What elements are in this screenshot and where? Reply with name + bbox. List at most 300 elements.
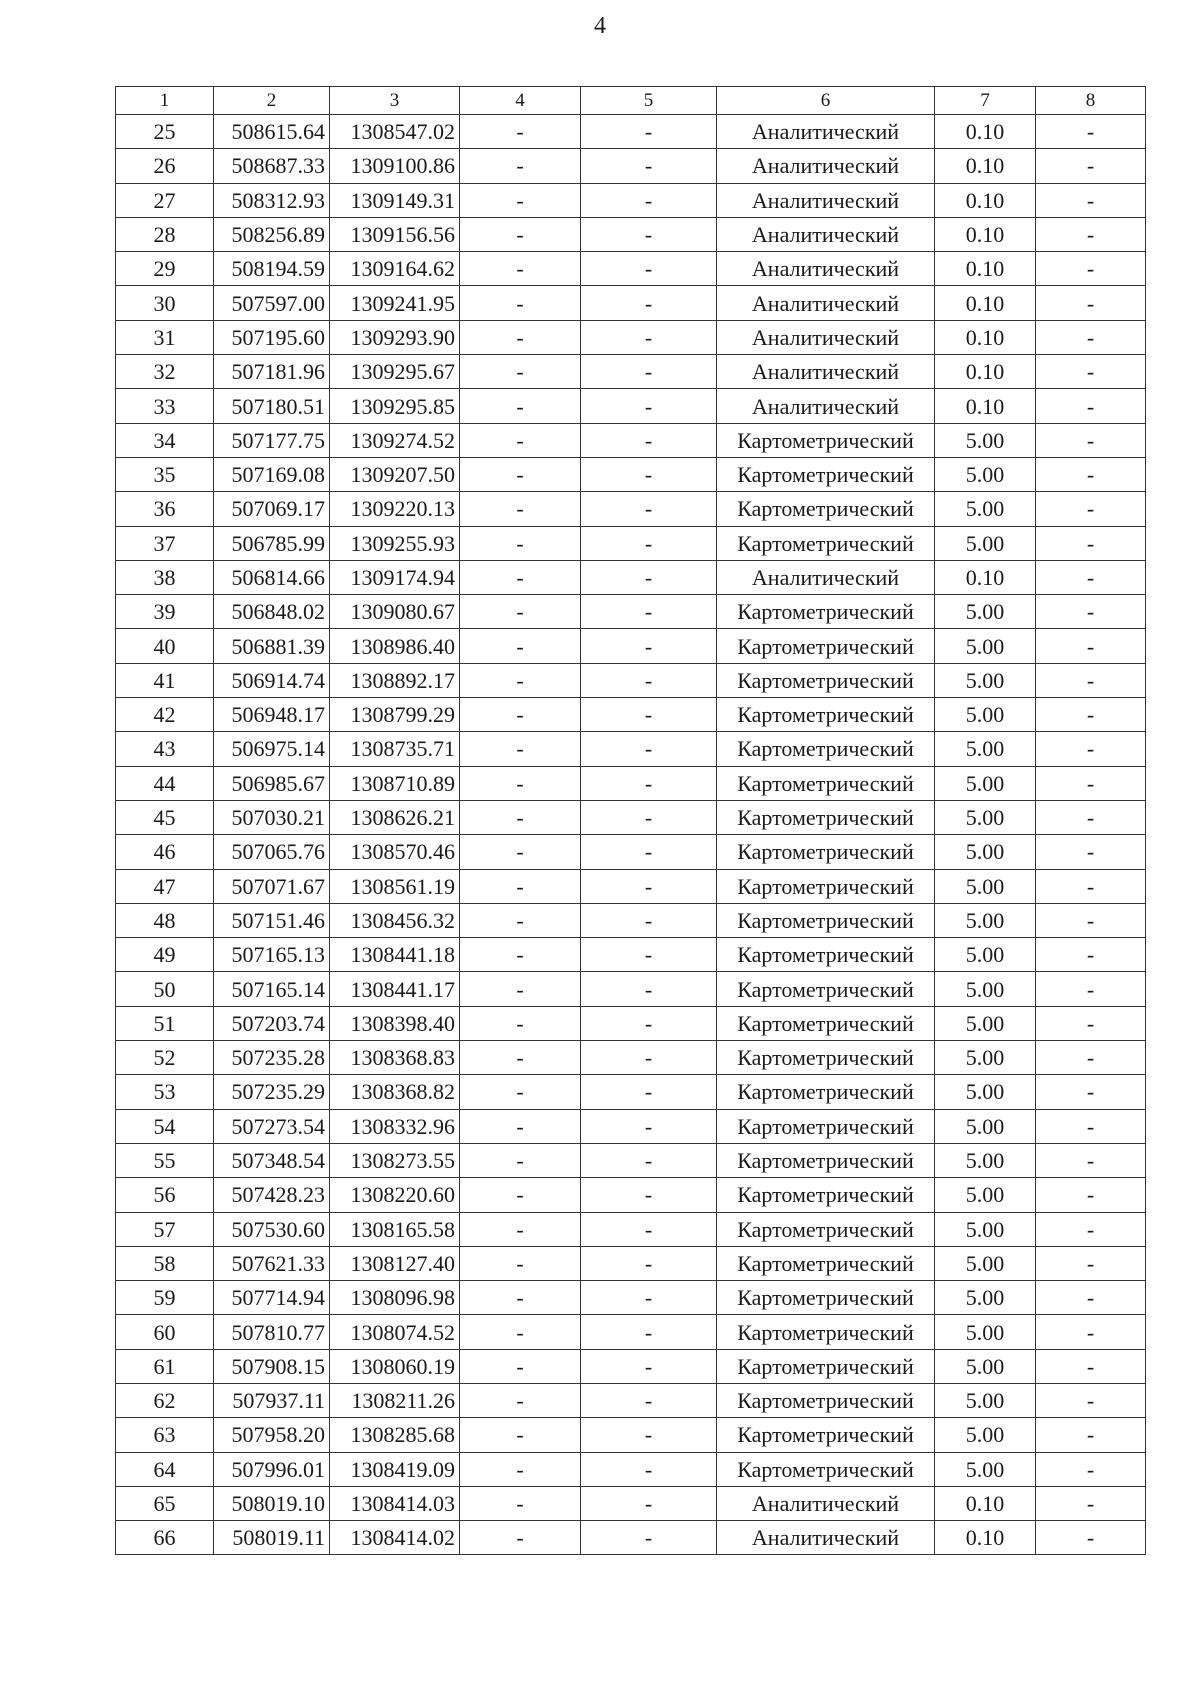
table-row <box>116 1418 1146 1452</box>
column-4-cell: - <box>460 286 581 320</box>
accuracy-cell: 5.00 <box>935 1452 1036 1486</box>
table-row <box>116 457 1146 491</box>
table-row <box>116 286 1146 320</box>
y-coordinate-cell: 1309241.95 <box>330 286 460 320</box>
x-coordinate-cell: 507030.21 <box>214 800 330 834</box>
accuracy-cell: 5.00 <box>935 938 1036 972</box>
point-number-cell: 58 <box>116 1246 214 1280</box>
column-5-cell: - <box>581 389 717 423</box>
method-cell: Картометрический <box>717 457 935 491</box>
column-5-cell: - <box>581 252 717 286</box>
column-5-cell: - <box>581 698 717 732</box>
y-coordinate-cell: 1308398.40 <box>330 1006 460 1040</box>
column-4-cell: - <box>460 1006 581 1040</box>
method-cell: Картометрический <box>717 1383 935 1417</box>
point-number-cell: 40 <box>116 629 214 663</box>
accuracy-cell: 0.10 <box>935 217 1036 251</box>
method-cell: Картометрический <box>717 1006 935 1040</box>
accuracy-cell: 5.00 <box>935 526 1036 560</box>
y-coordinate-cell: 1308414.03 <box>330 1486 460 1520</box>
x-coordinate-cell: 507348.54 <box>214 1143 330 1177</box>
column-4-cell: - <box>460 629 581 663</box>
table-row <box>116 526 1146 560</box>
column-4-cell: - <box>460 938 581 972</box>
table-row <box>116 938 1146 972</box>
column-8-cell: - <box>1036 526 1146 560</box>
accuracy-cell: 5.00 <box>935 1212 1036 1246</box>
y-coordinate-cell: 1308220.60 <box>330 1178 460 1212</box>
method-cell: Картометрический <box>717 1281 935 1315</box>
accuracy-cell: 5.00 <box>935 869 1036 903</box>
table-row <box>116 355 1146 389</box>
method-cell: Картометрический <box>717 1315 935 1349</box>
x-coordinate-cell: 508019.11 <box>214 1521 330 1555</box>
table-row <box>116 149 1146 183</box>
x-coordinate-cell: 507273.54 <box>214 1109 330 1143</box>
column-header-5: 5 <box>581 87 717 115</box>
x-coordinate-cell: 508194.59 <box>214 252 330 286</box>
column-4-cell: - <box>460 1281 581 1315</box>
y-coordinate-cell: 1308368.83 <box>330 1041 460 1075</box>
column-8-cell: - <box>1036 115 1146 149</box>
y-coordinate-cell: 1308456.32 <box>330 903 460 937</box>
column-4-cell: - <box>460 1178 581 1212</box>
accuracy-cell: 5.00 <box>935 972 1036 1006</box>
accuracy-cell: 5.00 <box>935 1418 1036 1452</box>
method-cell: Картометрический <box>717 972 935 1006</box>
x-coordinate-cell: 506985.67 <box>214 766 330 800</box>
column-5-cell: - <box>581 457 717 491</box>
column-8-cell: - <box>1036 1109 1146 1143</box>
x-coordinate-cell: 507180.51 <box>214 389 330 423</box>
column-5-cell: - <box>581 663 717 697</box>
y-coordinate-cell: 1308368.82 <box>330 1075 460 1109</box>
point-number-cell: 45 <box>116 800 214 834</box>
column-8-cell: - <box>1036 1383 1146 1417</box>
accuracy-cell: 5.00 <box>935 457 1036 491</box>
coordinates-table <box>115 86 1146 1555</box>
column-8-cell: - <box>1036 286 1146 320</box>
table-row <box>116 492 1146 526</box>
accuracy-cell: 0.10 <box>935 389 1036 423</box>
column-5-cell: - <box>581 1075 717 1109</box>
accuracy-cell: 5.00 <box>935 766 1036 800</box>
x-coordinate-cell: 507810.77 <box>214 1315 330 1349</box>
x-coordinate-cell: 507908.15 <box>214 1349 330 1383</box>
column-4-cell: - <box>460 423 581 457</box>
header-row <box>116 87 1146 115</box>
column-5-cell: - <box>581 1349 717 1383</box>
table-row <box>116 1486 1146 1520</box>
point-number-cell: 33 <box>116 389 214 423</box>
column-4-cell: - <box>460 1418 581 1452</box>
method-cell: Картометрический <box>717 766 935 800</box>
table-row <box>116 1521 1146 1555</box>
accuracy-cell: 5.00 <box>935 903 1036 937</box>
accuracy-cell: 5.00 <box>935 492 1036 526</box>
point-number-cell: 52 <box>116 1041 214 1075</box>
table-row <box>116 835 1146 869</box>
column-5-cell: - <box>581 1452 717 1486</box>
y-coordinate-cell: 1308626.21 <box>330 800 460 834</box>
accuracy-cell: 0.10 <box>935 252 1036 286</box>
column-5-cell: - <box>581 869 717 903</box>
point-number-cell: 60 <box>116 1315 214 1349</box>
column-5-cell: - <box>581 1246 717 1280</box>
column-8-cell: - <box>1036 629 1146 663</box>
point-number-cell: 25 <box>116 115 214 149</box>
y-coordinate-cell: 1308570.46 <box>330 835 460 869</box>
column-8-cell: - <box>1036 1315 1146 1349</box>
column-8-cell: - <box>1036 492 1146 526</box>
y-coordinate-cell: 1308273.55 <box>330 1143 460 1177</box>
x-coordinate-cell: 508256.89 <box>214 217 330 251</box>
table-row <box>116 972 1146 1006</box>
column-5-cell: - <box>581 732 717 766</box>
column-8-cell: - <box>1036 800 1146 834</box>
accuracy-cell: 5.00 <box>935 800 1036 834</box>
y-coordinate-cell: 1309156.56 <box>330 217 460 251</box>
column-8-cell: - <box>1036 766 1146 800</box>
column-5-cell: - <box>581 526 717 560</box>
column-4-cell: - <box>460 698 581 732</box>
point-number-cell: 30 <box>116 286 214 320</box>
column-4-cell: - <box>460 1212 581 1246</box>
column-5-cell: - <box>581 629 717 663</box>
point-number-cell: 49 <box>116 938 214 972</box>
x-coordinate-cell: 506975.14 <box>214 732 330 766</box>
point-number-cell: 47 <box>116 869 214 903</box>
column-4-cell: - <box>460 1521 581 1555</box>
x-coordinate-cell: 506948.17 <box>214 698 330 732</box>
accuracy-cell: 5.00 <box>935 1143 1036 1177</box>
accuracy-cell: 5.00 <box>935 663 1036 697</box>
column-8-cell: - <box>1036 1143 1146 1177</box>
table-row <box>116 115 1146 149</box>
column-5-cell: - <box>581 149 717 183</box>
y-coordinate-cell: 1308986.40 <box>330 629 460 663</box>
table-row <box>116 1452 1146 1486</box>
point-number-cell: 61 <box>116 1349 214 1383</box>
column-8-cell: - <box>1036 560 1146 594</box>
y-coordinate-cell: 1309080.67 <box>330 595 460 629</box>
table-row <box>116 1349 1146 1383</box>
x-coordinate-cell: 507203.74 <box>214 1006 330 1040</box>
method-cell: Аналитический <box>717 1521 935 1555</box>
column-4-cell: - <box>460 355 581 389</box>
column-4-cell: - <box>460 320 581 354</box>
table-row <box>116 1315 1146 1349</box>
accuracy-cell: 0.10 <box>935 1486 1036 1520</box>
accuracy-cell: 5.00 <box>935 698 1036 732</box>
column-header-7: 7 <box>935 87 1036 115</box>
accuracy-cell: 5.00 <box>935 835 1036 869</box>
method-cell: Аналитический <box>717 320 935 354</box>
table-row <box>116 732 1146 766</box>
column-4-cell: - <box>460 1041 581 1075</box>
method-cell: Картометрический <box>717 1041 935 1075</box>
column-5-cell: - <box>581 423 717 457</box>
table-row <box>116 1075 1146 1109</box>
accuracy-cell: 0.10 <box>935 560 1036 594</box>
point-number-cell: 32 <box>116 355 214 389</box>
method-cell: Картометрический <box>717 1452 935 1486</box>
column-5-cell: - <box>581 1521 717 1555</box>
point-number-cell: 29 <box>116 252 214 286</box>
x-coordinate-cell: 508312.93 <box>214 183 330 217</box>
column-4-cell: - <box>460 389 581 423</box>
point-number-cell: 42 <box>116 698 214 732</box>
method-cell: Картометрический <box>717 938 935 972</box>
accuracy-cell: 0.10 <box>935 183 1036 217</box>
y-coordinate-cell: 1309255.93 <box>330 526 460 560</box>
column-4-cell: - <box>460 766 581 800</box>
y-coordinate-cell: 1308332.96 <box>330 1109 460 1143</box>
accuracy-cell: 0.10 <box>935 115 1036 149</box>
y-coordinate-cell: 1308892.17 <box>330 663 460 697</box>
table-row <box>116 869 1146 903</box>
column-4-cell: - <box>460 1383 581 1417</box>
column-8-cell: - <box>1036 1486 1146 1520</box>
table-row <box>116 423 1146 457</box>
column-8-cell: - <box>1036 938 1146 972</box>
accuracy-cell: 0.10 <box>935 355 1036 389</box>
method-cell: Аналитический <box>717 115 935 149</box>
method-cell: Аналитический <box>717 252 935 286</box>
method-cell: Аналитический <box>717 1486 935 1520</box>
point-number-cell: 53 <box>116 1075 214 1109</box>
y-coordinate-cell: 1308165.58 <box>330 1212 460 1246</box>
point-number-cell: 57 <box>116 1212 214 1246</box>
method-cell: Картометрический <box>717 800 935 834</box>
y-coordinate-cell: 1308441.18 <box>330 938 460 972</box>
column-4-cell: - <box>460 1109 581 1143</box>
x-coordinate-cell: 508687.33 <box>214 149 330 183</box>
column-4-cell: - <box>460 903 581 937</box>
x-coordinate-cell: 507169.08 <box>214 457 330 491</box>
point-number-cell: 31 <box>116 320 214 354</box>
table-row <box>116 1109 1146 1143</box>
point-number-cell: 44 <box>116 766 214 800</box>
column-4-cell: - <box>460 1452 581 1486</box>
column-8-cell: - <box>1036 320 1146 354</box>
column-5-cell: - <box>581 903 717 937</box>
y-coordinate-cell: 1308127.40 <box>330 1246 460 1280</box>
y-coordinate-cell: 1308547.02 <box>330 115 460 149</box>
point-number-cell: 59 <box>116 1281 214 1315</box>
point-number-cell: 43 <box>116 732 214 766</box>
table-header <box>116 87 1146 115</box>
table-row <box>116 320 1146 354</box>
column-8-cell: - <box>1036 1041 1146 1075</box>
column-5-cell: - <box>581 320 717 354</box>
column-8-cell: - <box>1036 698 1146 732</box>
point-number-cell: 39 <box>116 595 214 629</box>
table-row <box>116 595 1146 629</box>
column-4-cell: - <box>460 1349 581 1383</box>
column-4-cell: - <box>460 835 581 869</box>
accuracy-cell: 5.00 <box>935 1109 1036 1143</box>
y-coordinate-cell: 1309174.94 <box>330 560 460 594</box>
y-coordinate-cell: 1309295.67 <box>330 355 460 389</box>
point-number-cell: 27 <box>116 183 214 217</box>
column-4-cell: - <box>460 252 581 286</box>
column-5-cell: - <box>581 1212 717 1246</box>
accuracy-cell: 0.10 <box>935 320 1036 354</box>
point-number-cell: 54 <box>116 1109 214 1143</box>
table-row <box>116 183 1146 217</box>
column-8-cell: - <box>1036 1246 1146 1280</box>
method-cell: Картометрический <box>717 423 935 457</box>
table-row <box>116 1281 1146 1315</box>
column-4-cell: - <box>460 183 581 217</box>
page-number: 4 <box>594 13 606 39</box>
y-coordinate-cell: 1309207.50 <box>330 457 460 491</box>
column-header-3: 3 <box>330 87 460 115</box>
column-4-cell: - <box>460 526 581 560</box>
column-header-4: 4 <box>460 87 581 115</box>
y-coordinate-cell: 1308799.29 <box>330 698 460 732</box>
table-row <box>116 800 1146 834</box>
x-coordinate-cell: 507597.00 <box>214 286 330 320</box>
x-coordinate-cell: 506814.66 <box>214 560 330 594</box>
x-coordinate-cell: 507958.20 <box>214 1418 330 1452</box>
column-5-cell: - <box>581 183 717 217</box>
column-8-cell: - <box>1036 217 1146 251</box>
column-5-cell: - <box>581 800 717 834</box>
method-cell: Картометрический <box>717 1418 935 1452</box>
x-coordinate-cell: 507177.75 <box>214 423 330 457</box>
column-5-cell: - <box>581 1109 717 1143</box>
accuracy-cell: 5.00 <box>935 595 1036 629</box>
column-4-cell: - <box>460 732 581 766</box>
method-cell: Картометрический <box>717 1143 935 1177</box>
point-number-cell: 35 <box>116 457 214 491</box>
column-8-cell: - <box>1036 1178 1146 1212</box>
column-5-cell: - <box>581 1315 717 1349</box>
table-row <box>116 766 1146 800</box>
x-coordinate-cell: 506914.74 <box>214 663 330 697</box>
point-number-cell: 36 <box>116 492 214 526</box>
accuracy-cell: 0.10 <box>935 149 1036 183</box>
table-row <box>116 252 1146 286</box>
point-number-cell: 64 <box>116 1452 214 1486</box>
accuracy-cell: 5.00 <box>935 1178 1036 1212</box>
column-5-cell: - <box>581 492 717 526</box>
point-number-cell: 26 <box>116 149 214 183</box>
x-coordinate-cell: 507165.14 <box>214 972 330 1006</box>
y-coordinate-cell: 1308074.52 <box>330 1315 460 1349</box>
point-number-cell: 34 <box>116 423 214 457</box>
y-coordinate-cell: 1309274.52 <box>330 423 460 457</box>
table-row <box>116 629 1146 663</box>
column-8-cell: - <box>1036 389 1146 423</box>
point-number-cell: 41 <box>116 663 214 697</box>
x-coordinate-cell: 507621.33 <box>214 1246 330 1280</box>
y-coordinate-cell: 1308060.19 <box>330 1349 460 1383</box>
x-coordinate-cell: 506881.39 <box>214 629 330 663</box>
table-body <box>116 115 1146 1555</box>
y-coordinate-cell: 1308419.09 <box>330 1452 460 1486</box>
table-row <box>116 1143 1146 1177</box>
column-8-cell: - <box>1036 423 1146 457</box>
column-5-cell: - <box>581 1178 717 1212</box>
y-coordinate-cell: 1308096.98 <box>330 1281 460 1315</box>
x-coordinate-cell: 507065.76 <box>214 835 330 869</box>
table-row <box>116 560 1146 594</box>
y-coordinate-cell: 1309293.90 <box>330 320 460 354</box>
table-row <box>116 1212 1146 1246</box>
method-cell: Картометрический <box>717 869 935 903</box>
column-4-cell: - <box>460 457 581 491</box>
method-cell: Картометрический <box>717 663 935 697</box>
table-row <box>116 217 1146 251</box>
x-coordinate-cell: 506785.99 <box>214 526 330 560</box>
method-cell: Картометрический <box>717 1109 935 1143</box>
method-cell: Аналитический <box>717 183 935 217</box>
column-8-cell: - <box>1036 1006 1146 1040</box>
column-8-cell: - <box>1036 869 1146 903</box>
column-8-cell: - <box>1036 149 1146 183</box>
point-number-cell: 62 <box>116 1383 214 1417</box>
accuracy-cell: 5.00 <box>935 1349 1036 1383</box>
y-coordinate-cell: 1309220.13 <box>330 492 460 526</box>
method-cell: Картометрический <box>717 1075 935 1109</box>
column-5-cell: - <box>581 972 717 1006</box>
column-8-cell: - <box>1036 835 1146 869</box>
x-coordinate-cell: 507235.29 <box>214 1075 330 1109</box>
table-row <box>116 389 1146 423</box>
column-header-8: 8 <box>1036 87 1146 115</box>
method-cell: Картометрический <box>717 835 935 869</box>
method-cell: Картометрический <box>717 698 935 732</box>
y-coordinate-cell: 1308441.17 <box>330 972 460 1006</box>
method-cell: Картометрический <box>717 492 935 526</box>
y-coordinate-cell: 1308561.19 <box>330 869 460 903</box>
method-cell: Аналитический <box>717 286 935 320</box>
point-number-cell: 48 <box>116 903 214 937</box>
column-8-cell: - <box>1036 1452 1146 1486</box>
x-coordinate-cell: 507181.96 <box>214 355 330 389</box>
point-number-cell: 37 <box>116 526 214 560</box>
column-5-cell: - <box>581 1041 717 1075</box>
accuracy-cell: 0.10 <box>935 286 1036 320</box>
column-8-cell: - <box>1036 1349 1146 1383</box>
y-coordinate-cell: 1309149.31 <box>330 183 460 217</box>
column-8-cell: - <box>1036 903 1146 937</box>
column-5-cell: - <box>581 938 717 972</box>
accuracy-cell: 5.00 <box>935 629 1036 663</box>
x-coordinate-cell: 508019.10 <box>214 1486 330 1520</box>
x-coordinate-cell: 506848.02 <box>214 595 330 629</box>
method-cell: Картометрический <box>717 1349 935 1383</box>
y-coordinate-cell: 1309164.62 <box>330 252 460 286</box>
column-8-cell: - <box>1036 1521 1146 1555</box>
column-5-cell: - <box>581 835 717 869</box>
column-5-cell: - <box>581 1143 717 1177</box>
column-8-cell: - <box>1036 1075 1146 1109</box>
method-cell: Аналитический <box>717 560 935 594</box>
point-number-cell: 66 <box>116 1521 214 1555</box>
table-row <box>116 663 1146 697</box>
table-row <box>116 1246 1146 1280</box>
column-8-cell: - <box>1036 1212 1146 1246</box>
column-5-cell: - <box>581 1486 717 1520</box>
x-coordinate-cell: 507937.11 <box>214 1383 330 1417</box>
y-coordinate-cell: 1308710.89 <box>330 766 460 800</box>
x-coordinate-cell: 507235.28 <box>214 1041 330 1075</box>
column-4-cell: - <box>460 663 581 697</box>
